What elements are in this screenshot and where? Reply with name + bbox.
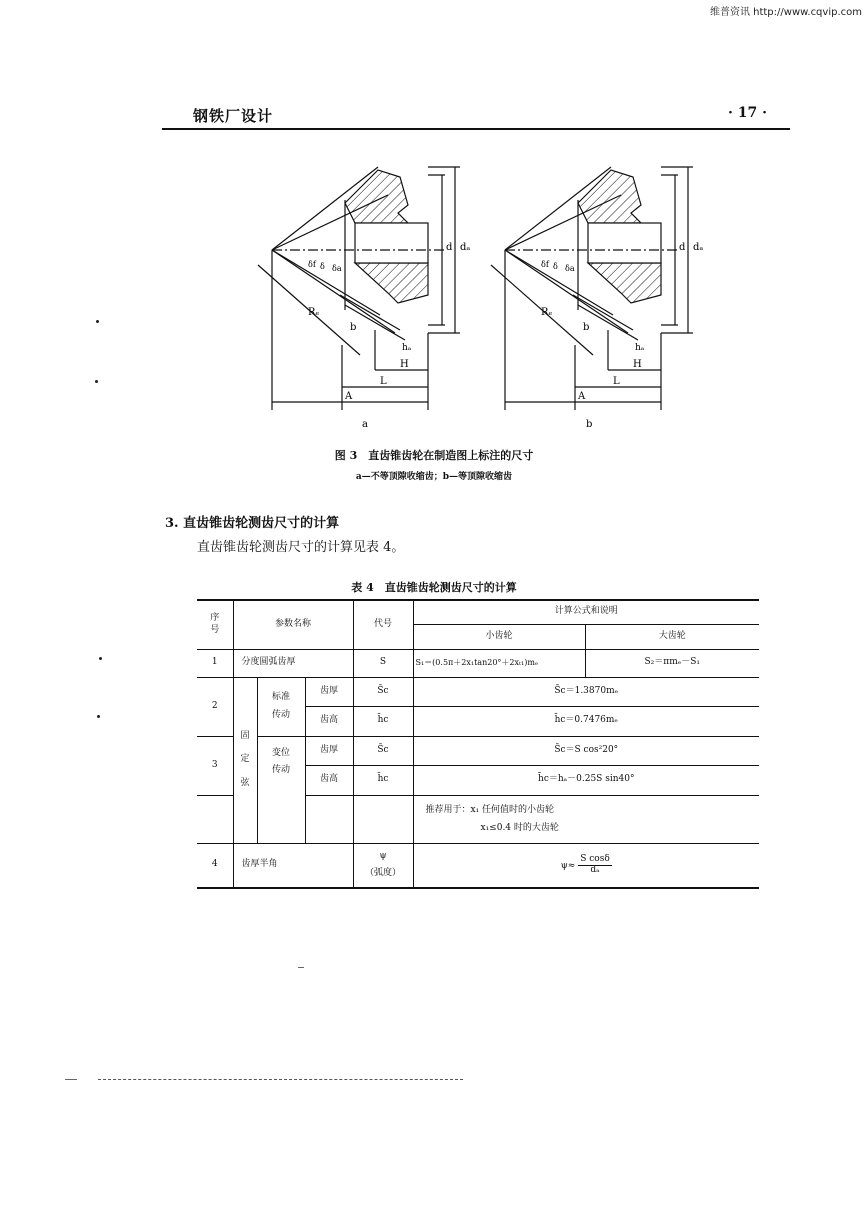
row2-item2: 齿高: [305, 706, 353, 736]
label-b-a: b: [350, 322, 357, 333]
label-ha-b: hₐ: [635, 343, 645, 353]
scan-speck: [96, 320, 99, 323]
gear-measurement-table: [197, 599, 759, 889]
row3-item1: 齿厚: [305, 736, 353, 765]
gear-drawing-b: [491, 167, 693, 410]
row1-seq: 1: [197, 649, 233, 677]
gear-drawing-a: [258, 167, 460, 410]
bore-b: [588, 223, 661, 263]
header-param: 参数名称: [233, 600, 353, 649]
gear-body-lower-a: [355, 263, 428, 303]
gear-body-lower-b: [588, 263, 661, 303]
figure-subcaption: a—不等顶隙收缩齿；b—等顶隙收缩齿: [355, 472, 513, 482]
note-code-empty: [353, 795, 413, 843]
row2-sub: 标准 传动: [257, 677, 305, 736]
row3-code1: S̄c: [353, 736, 413, 765]
row3-formula1: S̄c＝S cos²20°: [413, 736, 759, 765]
row4-seq: 4: [197, 843, 233, 888]
note-item-empty: [305, 795, 353, 843]
note-recommendation: 推荐用于：x₁ 任何值时的小齿轮 x₁≤0.4 时的大齿轮: [413, 795, 759, 843]
label-l-a: L: [380, 376, 387, 387]
label-d-a: d: [446, 242, 453, 253]
label-delta-a: δ: [320, 262, 325, 271]
row2-code1: S̄c: [353, 677, 413, 706]
scan-mark: [65, 1079, 77, 1080]
row3-sub: 变位 传动: [257, 736, 305, 843]
section-heading: 3. 直齿锥齿轮测齿尺寸的计算: [165, 516, 340, 531]
label-d-b: d: [679, 242, 686, 253]
row1-code: S: [353, 649, 413, 677]
table-title: 表 4 直齿锥齿轮测齿尺寸的计算: [351, 581, 517, 594]
scan-speck: [97, 715, 100, 718]
label-delta-a-b: δa: [565, 264, 575, 273]
scan-line-artifact: [98, 1079, 463, 1080]
row1-large-formula: S₂＝πmₑ－S₁: [585, 649, 759, 677]
header-rule: [162, 128, 790, 130]
label-da-b: dₐ: [693, 242, 704, 253]
row3-item2: 齿高: [305, 765, 353, 795]
scan-mark: [298, 967, 304, 968]
row2-formula1: S̄c＝1.3870mₑ: [413, 677, 759, 706]
bore-a: [355, 223, 428, 263]
label-re-b: Rₑ: [541, 307, 553, 318]
row2-formula2: h̄c＝0.7476mₑ: [413, 706, 759, 736]
row3-seq: 3: [197, 736, 233, 795]
label-delta-b: δ: [553, 262, 558, 271]
row4-formula: [413, 843, 759, 888]
running-header-title: 钢铁厂设计: [193, 107, 274, 125]
page-number: · 17 ·: [728, 105, 767, 121]
label-ha-a: hₐ: [402, 343, 412, 353]
row2-code2: h̄c: [353, 706, 413, 736]
note-seq-empty: [197, 795, 233, 843]
row1-small-formula: S₁＝(0.5π＋2x₁tan20°＋2xₜ₁)mₑ: [413, 649, 585, 677]
label-A-a: A: [345, 391, 353, 402]
row3-code2: h̄c: [353, 765, 413, 795]
label-delta-a-a: δa: [332, 264, 342, 273]
row4-param: 齿厚半角: [233, 843, 353, 888]
label-delta-f-a: δf: [308, 260, 316, 269]
header-seq: 序 号: [197, 600, 233, 649]
scan-speck: [99, 657, 102, 660]
label-da-a: dₐ: [460, 242, 471, 253]
label-delta-f-b: δf: [541, 260, 549, 269]
scan-speck: [95, 380, 98, 383]
header-code: 代号: [353, 600, 413, 649]
gear-body-upper-b: [578, 170, 641, 223]
row1-param: 分度圆弧齿厚: [233, 649, 353, 677]
panel-label-a: a: [362, 419, 368, 430]
label-h-b: H: [633, 359, 642, 370]
group-fixed-chord: 固 定 弦: [233, 677, 257, 843]
gear-body-upper-a: [345, 170, 408, 223]
row4-code: ψ （弧度）: [353, 843, 413, 888]
label-A-b: A: [578, 391, 586, 402]
header-formula: 计算公式和说明: [413, 600, 759, 624]
header-small-gear: 小齿轮: [413, 624, 585, 649]
row2-item1: 齿厚: [305, 677, 353, 706]
label-re-a: Rₑ: [308, 307, 320, 318]
label-h-a: H: [400, 359, 409, 370]
label-b-b: b: [583, 322, 590, 333]
label-l-b: L: [613, 376, 620, 387]
header-large-gear: 大齿轮: [585, 624, 759, 649]
watermark-text: 维普资讯 http://www.cqvip.com: [709, 7, 862, 18]
row2-seq: 2: [197, 677, 233, 736]
row4-formula-fraction: $\frac{\text{S cosδ}}{\text{dₐ}}$: [580, 853, 610, 875]
row3-formula2: h̄c＝hₐ－0.25S sin40°: [413, 765, 759, 795]
section-body-text: 直齿锥齿轮测齿尺寸的计算见表 4。: [197, 540, 405, 555]
row4-formula-left: ψ≈: [560, 860, 576, 871]
figure-caption: 图 3 直齿锥齿轮在制造图上标注的尺寸: [334, 449, 534, 462]
panel-label-b: b: [586, 419, 593, 430]
bevel-gear-figure: [250, 155, 710, 435]
